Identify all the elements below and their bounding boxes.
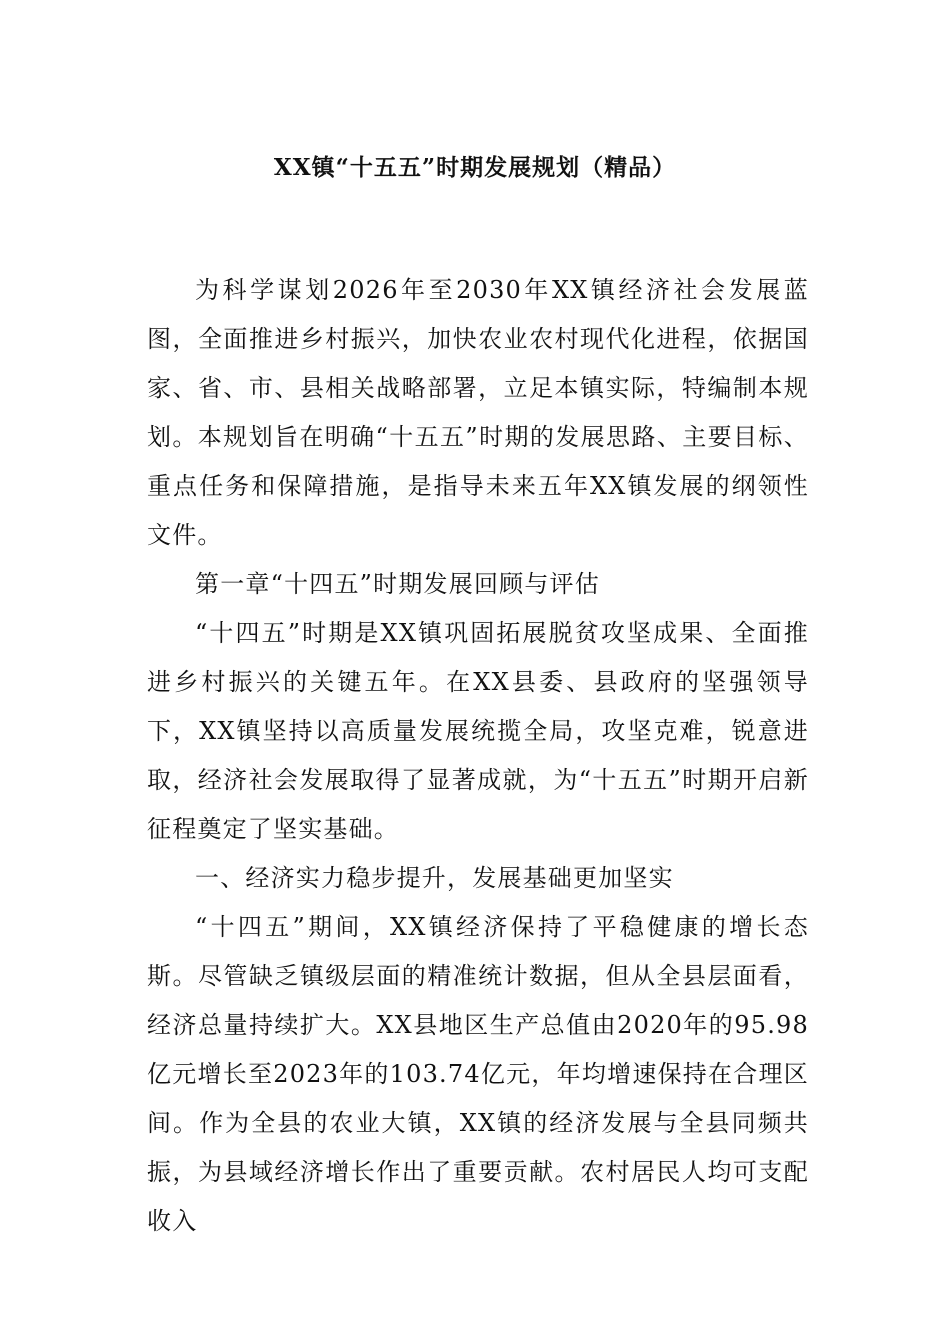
intro-paragraph: 为科学谋划2026年至2030年XX镇经济社会发展蓝图，全面推进乡村振兴，加快农业农村现代化进程，依据国家、省、市、县相关战略部署，立足本镇实际，特编制本规划。本规划旨在明确“十五五”时期的发展思路、主要目标、重点任务和保障措施，是指导未来五年XX镇发展的纲领性文件。 bbox=[147, 276, 809, 549]
document-body bbox=[147, 266, 809, 1246]
review-paragraph: “十四五”时期是XX镇巩固拓展脱贫攻坚成果、全面推进乡村振兴的关键五年。在XX县委、县政府的坚强领导下，XX镇坚持以高质量发展统揽全局，攻坚克难，锐意进取，经济社会发展取得了显著成就，为“十五五”时期开启新征程奠定了坚实基础。 bbox=[147, 619, 809, 843]
document-title: XX镇“十五五”时期发展规划（精品） bbox=[273, 154, 677, 181]
chapter-heading: 第一章“十四五”时期发展回顾与评估 bbox=[195, 570, 600, 598]
section-heading: 一、经济实力稳步提升，发展基础更加坚实 bbox=[195, 864, 674, 892]
economy-paragraph: “十四五”期间，XX镇经济保持了平稳健康的增长态斯。尽管缺乏镇级层面的精准统计数据，但从全县层面看，经济总量持续扩大。XX县地区生产总值由2020年的95.98亿元增长至2023年的103.74亿元，年均增速保持在合理区间。作为全县的农业大镇，XX镇的经济发展与全县同频共振，为县域经济增长作出了重要贡献。农村居民人均可支配收入 bbox=[147, 913, 809, 1235]
